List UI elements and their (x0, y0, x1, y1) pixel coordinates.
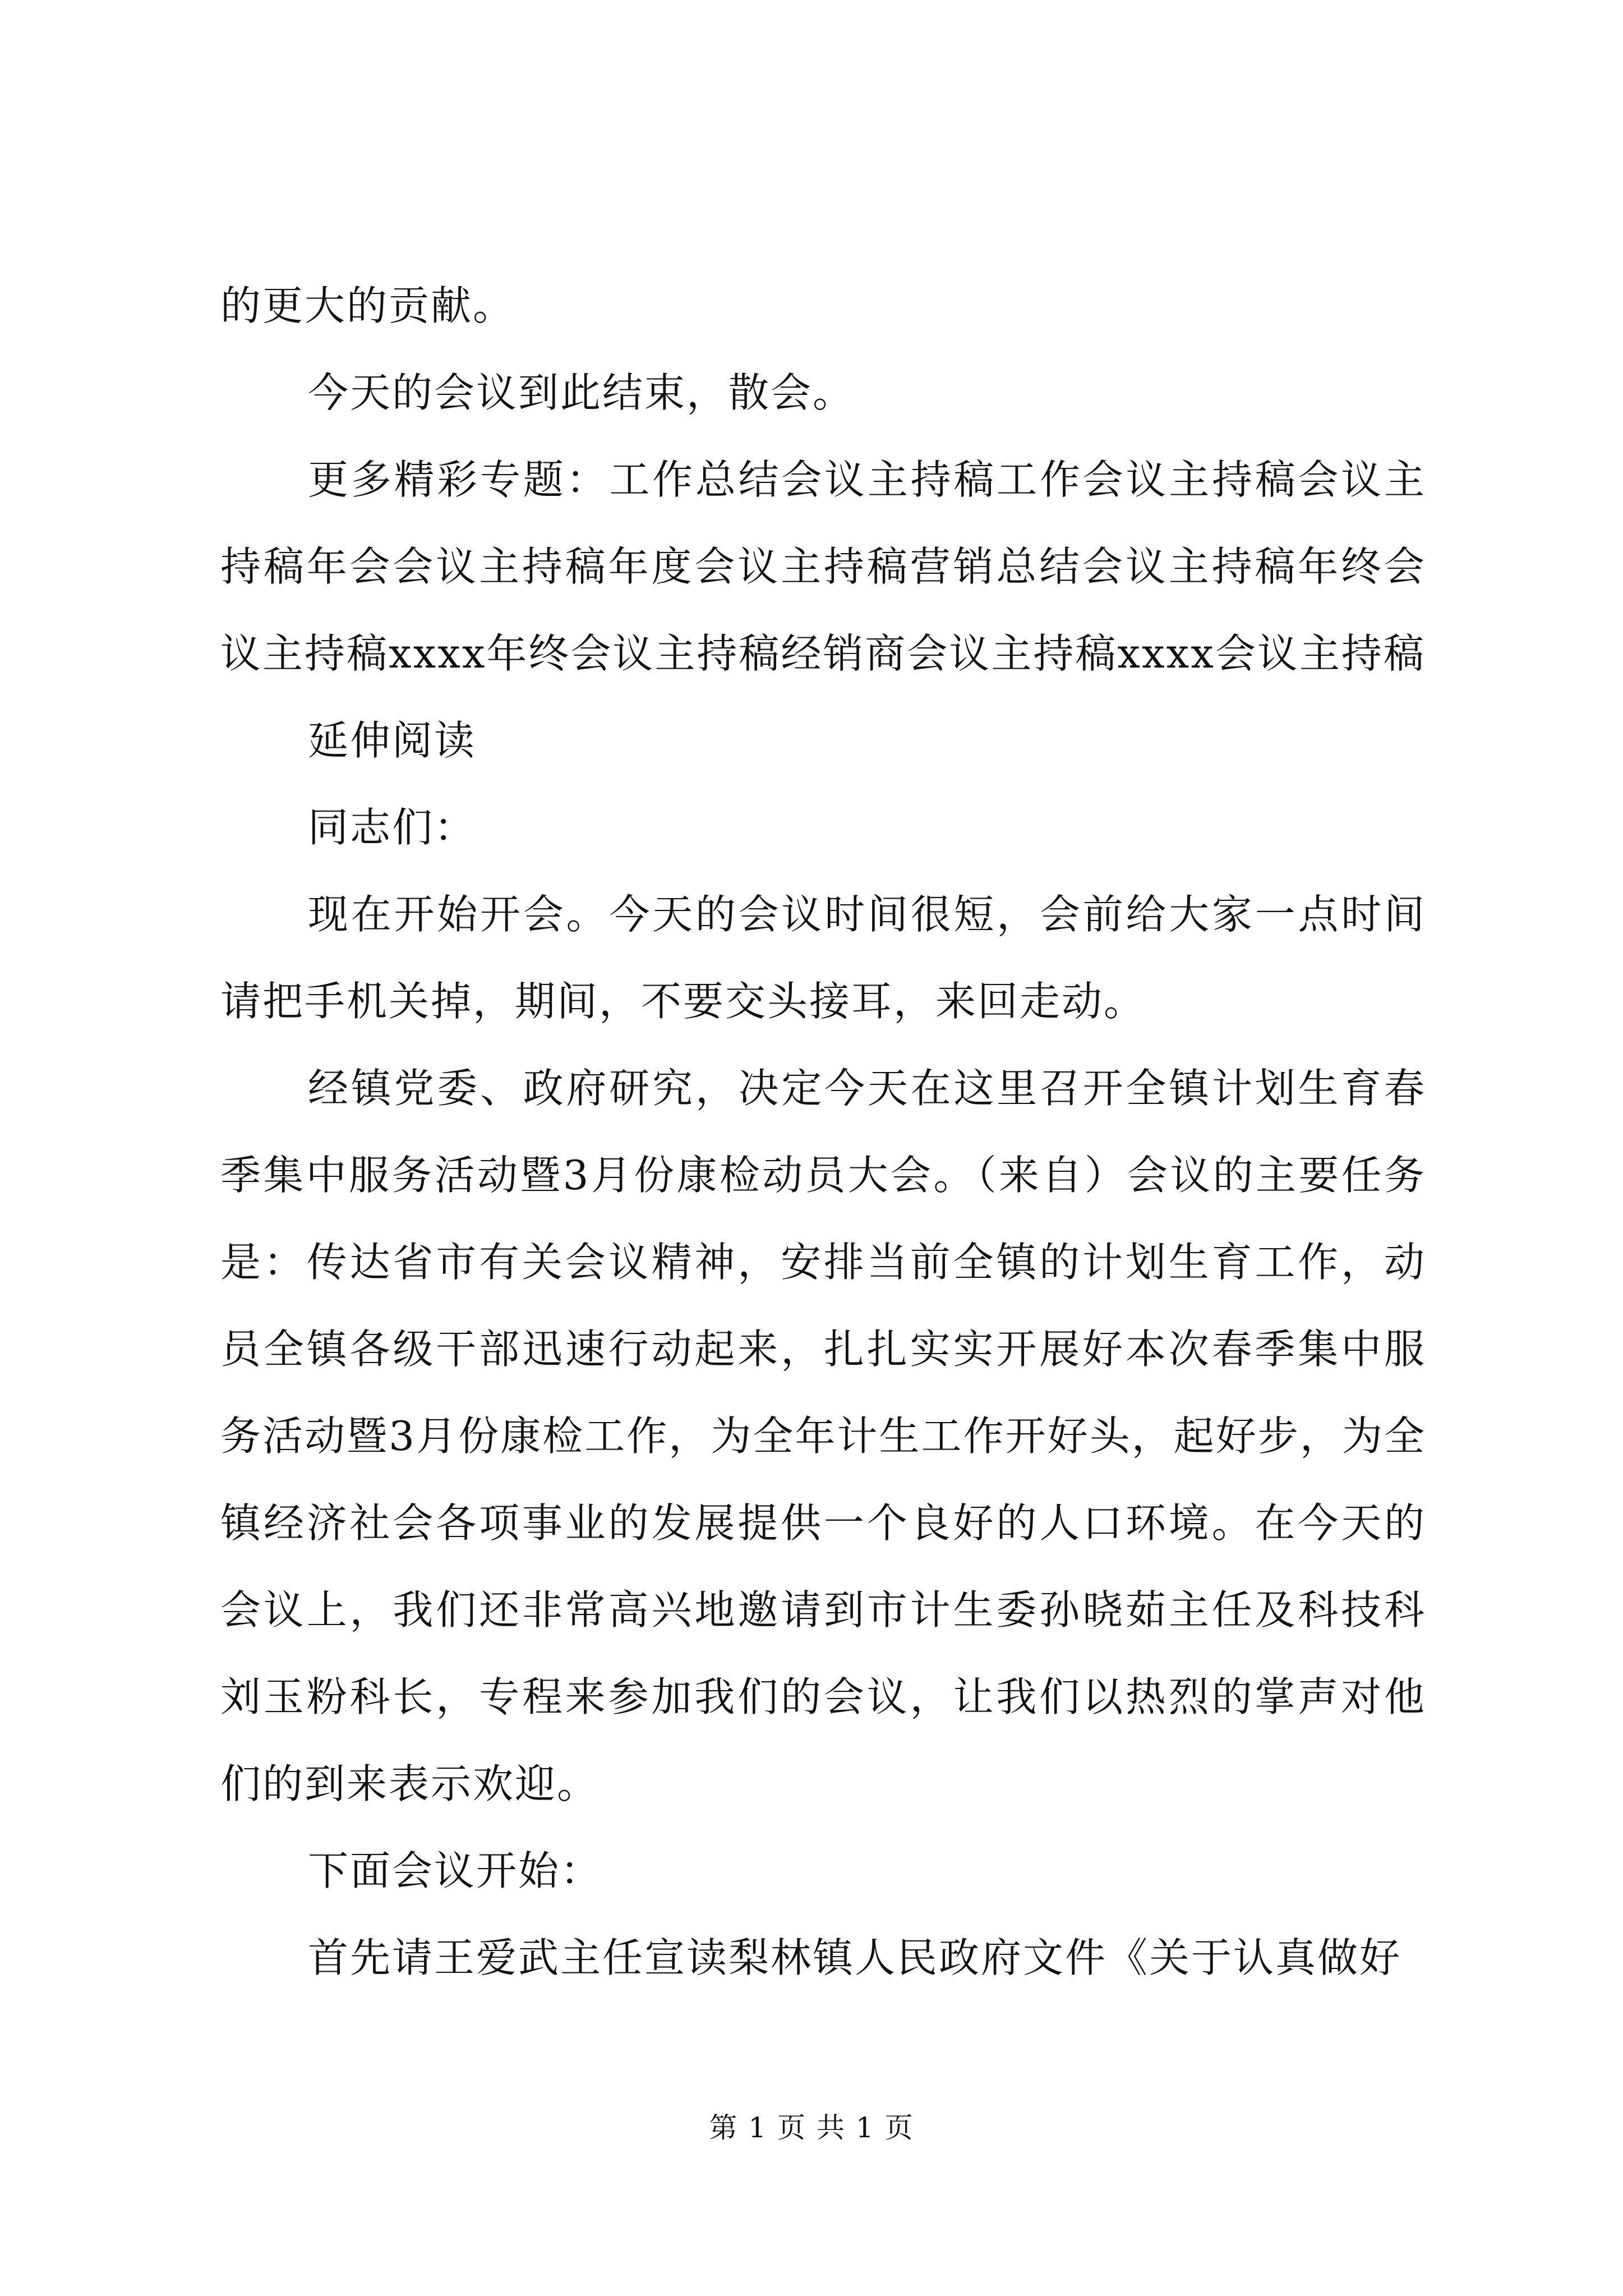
paragraph-meeting-start: 现在开始开会。今天的会议时间很短，会前给大家一点时间请把手机关掉，期间，不要交头接耳，来回走动。 (220, 891, 1426, 1025)
paragraph-more-topics: 更多精彩专题：工作总结会议主持稿工作会议主持稿会议主持稿年会会议主持稿年度会议主持稿营销总结会议主持稿年终会议主持稿xxxx年终会议主持稿经销商会议主持稿xxxx会议主持稿 (220, 456, 1426, 677)
page-footer: 第 1 页 共 1 页 (709, 2111, 914, 2144)
paragraph-meeting-purpose: 经镇党委、政府研究，决定今天在这里召开全镇计划生育春季集中服务活动暨3月份康检动员大会。（来自）会议的主要任务是：传达省市有关会议精神，安排当前全镇的计划生育工作，动员全镇各级干部迅速行动起来，扎扎实实开展好本次春季集中服务活动暨3月份康检工作，为全年计生工作开好头，起好步，为全镇经济社会各项事业的发展提供一个良好的人口环境。在今天的会议上，我们还非常高兴地邀请到市计生委孙晓茹主任及科技科刘玉粉科长，专程来参加我们的会议，让我们以热烈的掌声对他们的到来表示欢迎。 (220, 1065, 1426, 1807)
paragraph-closing-contribution: 的更大的贡献。 (220, 282, 515, 329)
document-body (220, 263, 1426, 2001)
paragraph-extended-reading-heading: 延伸阅读 (308, 717, 477, 764)
paragraph-meeting-end: 今天的会议到此结束，散会。 (308, 369, 855, 416)
paragraph-first-item: 首先请王爱武主任宣读梨林镇人民政府文件《关于认真做好 (308, 1934, 1402, 1981)
paragraph-meeting-begins: 下面会议开始： (308, 1847, 603, 1894)
paragraph-salutation: 同志们： (308, 804, 477, 851)
